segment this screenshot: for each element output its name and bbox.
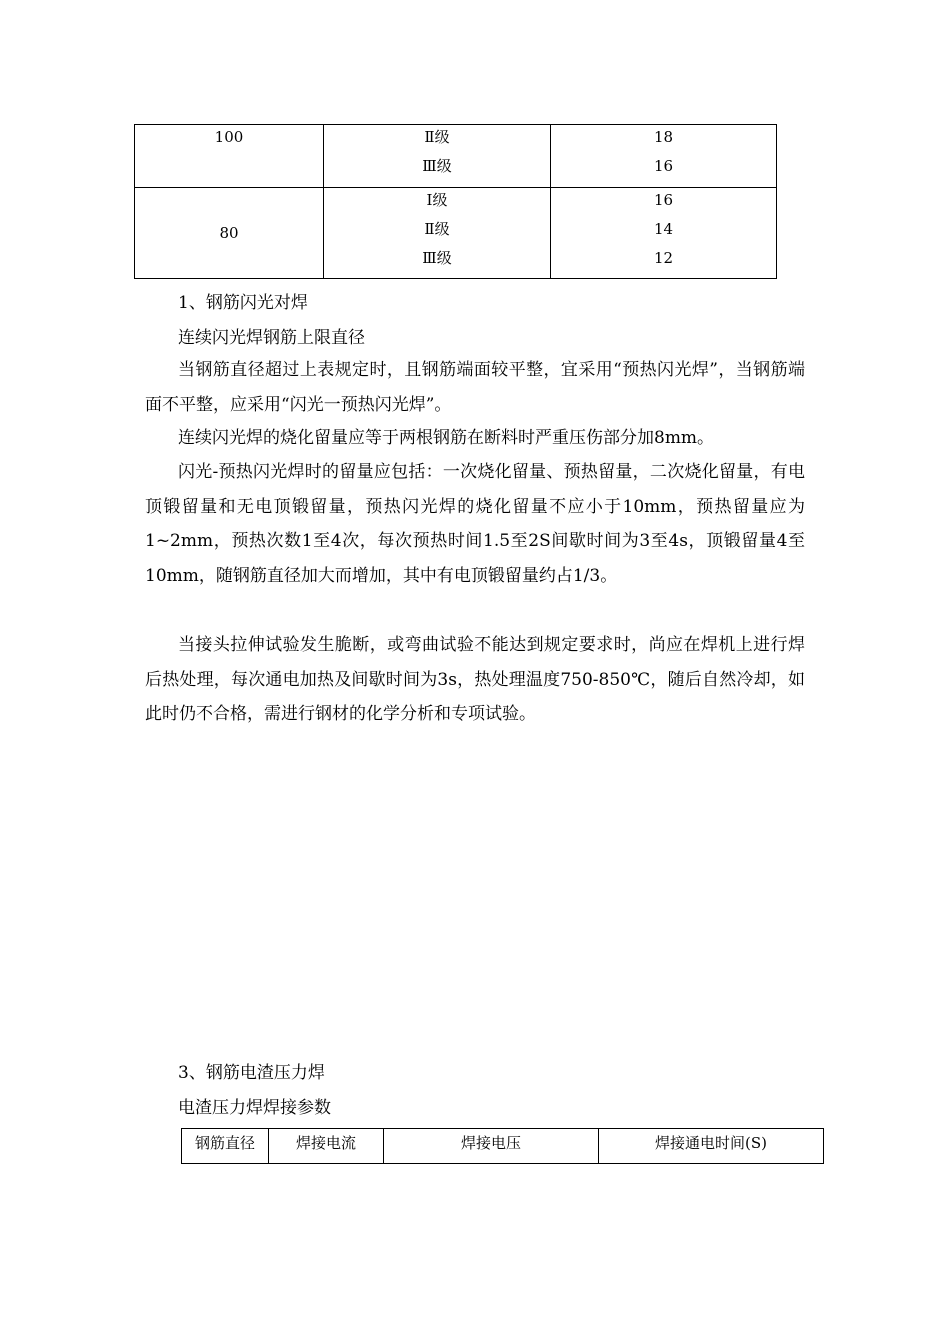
max-diameter-value: 14 — [653, 220, 674, 238]
table-cell-values — [551, 125, 777, 188]
table-header-row — [182, 1129, 824, 1164]
column-header: 焊接通电时间(S) — [599, 1129, 824, 1164]
column-header: 钢筋直径 — [182, 1129, 269, 1164]
max-diameter-value: 16 — [653, 157, 674, 175]
table-cell-diameter — [135, 125, 324, 188]
table-cell-grades — [324, 188, 551, 279]
paragraph: 当钢筋直径超过上表规定时，且钢筋端面较平整，宜采用“预热闪光焊”，当钢筋端面不平整，应采用“闪光一预热闪光焊”。 — [145, 360, 805, 415]
paragraph: 闪光-预热闪光焊时的留量应包括：一次烧化留量、预热留量，二次烧化留量，有电顶锻留量和无电顶锻留量，预热闪光焊的烧化留量不应小于10mm，预热留量应为1~2mm，预热次数1至4次，每次预热时间1.5至2S间歇时间为3至4s，顶锻留量4至10mm，随钢筋直径加大而增加，其中有电顶锻留量约占1/3。 — [145, 462, 805, 586]
section-heading: 1、钢筋闪光对焊 — [178, 293, 308, 313]
max-diameter-value: 18 — [653, 128, 674, 146]
table-cell-grades — [324, 125, 551, 188]
table-row — [135, 125, 777, 188]
max-diameter-value: 16 — [653, 191, 674, 209]
grade-label: Ⅱ级 — [424, 128, 450, 146]
column-header: 焊接电压 — [384, 1129, 599, 1164]
diameter-value: 100 — [214, 128, 244, 146]
section-subheading: 电渣压力焊焊接参数 — [178, 1098, 331, 1118]
max-diameter-value: 12 — [653, 249, 674, 267]
diameter-value: 80 — [219, 224, 239, 242]
grade-label: Ⅲ级 — [422, 249, 452, 267]
section-subheading: 连续闪光焊钢筋上限直径 — [178, 328, 365, 348]
flash-welding-diameter-table — [134, 124, 777, 279]
grade-label: Ⅲ级 — [422, 157, 452, 175]
paragraph: 当接头拉伸试验发生脆断，或弯曲试验不能达到规定要求时，尚应在焊机上进行焊后热处理，每次通电加热及间歇时间为3s，热处理温度750-850℃，随后自然冷却，如此时仍不合格，需进行钢材的化学分析和专项试验。 — [145, 635, 805, 724]
paragraph: 连续闪光焊的烧化留量应等于两根钢筋在断料时严重压伤部分加8mm。 — [178, 428, 715, 448]
table-cell-diameter — [135, 188, 324, 279]
table-row — [135, 188, 777, 279]
grade-label: Ⅱ级 — [424, 220, 450, 238]
grade-label: Ⅰ级 — [426, 191, 448, 209]
electroslag-parameters-table — [181, 1128, 824, 1164]
table-cell-values — [551, 188, 777, 279]
section-heading: 3、钢筋电渣压力焊 — [178, 1063, 325, 1083]
column-header: 焊接电流 — [269, 1129, 384, 1164]
